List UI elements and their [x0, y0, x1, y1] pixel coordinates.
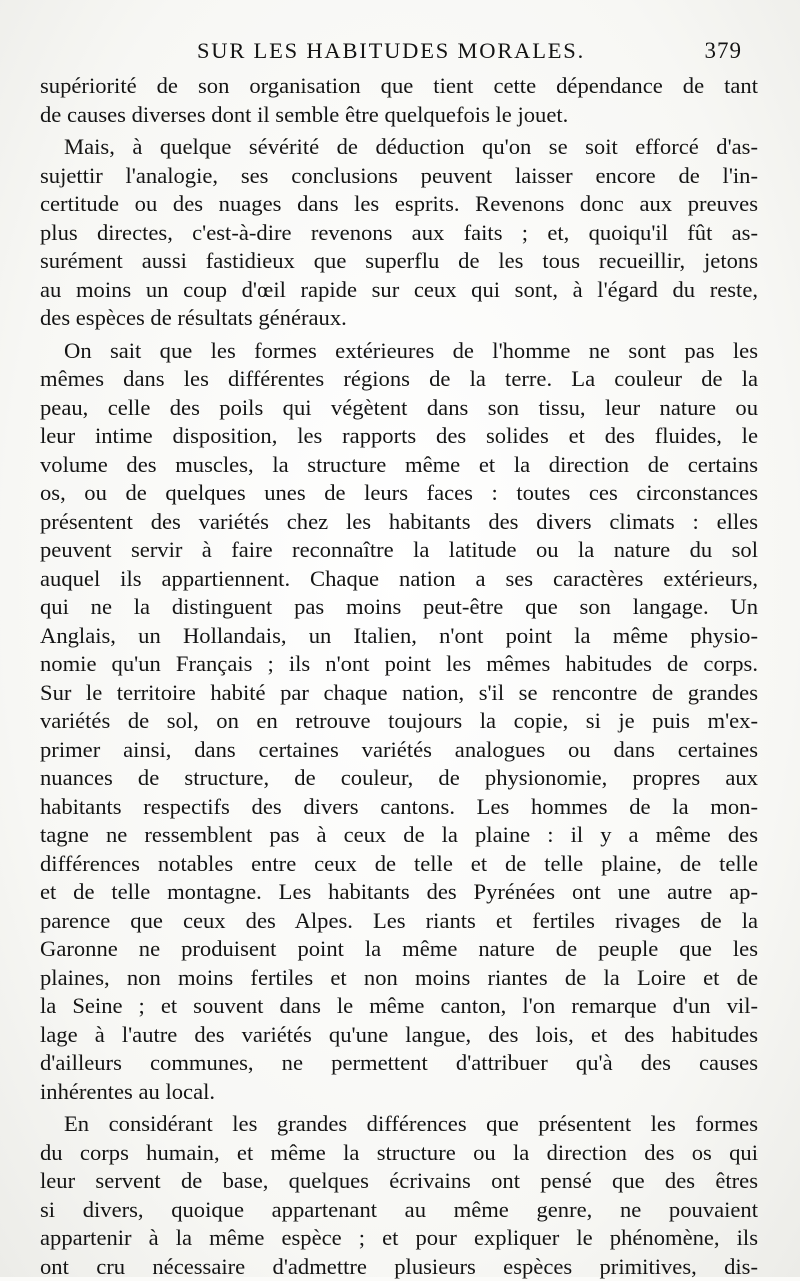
text-line: Anglais, un Hollandais, un Italien, n'ont point la même physio-	[40, 622, 758, 651]
text-line: plus directes, c'est-à-dire revenons aux faits ; et, quoiqu'il fût as-	[40, 219, 758, 248]
text-line: leur servent de base, quelques écrivains ont pensé que des êtres	[40, 1167, 758, 1196]
page-number: 379	[705, 36, 743, 66]
text-line: Garonne ne produisent point la même nature de peuple que les	[40, 935, 758, 964]
text-line: habitants respectifs des divers cantons. Les hommes de la mon-	[40, 793, 758, 822]
text-line: plaines, non moins fertiles et non moins riantes de la Loire et de	[40, 964, 758, 993]
text-line: supériorité de son organisation que tient cette dépendance de tant	[40, 72, 758, 101]
text-line: volume des muscles, la structure même et la direction de certains	[40, 451, 758, 480]
text-line: Mais, à quelque sévérité de déduction qu'on se soit efforcé d'as-	[40, 133, 758, 162]
running-title: SUR LES HABITUDES MORALES.	[40, 36, 742, 66]
paragraph-species	[40, 1110, 758, 1281]
text-line: ont cru nécessaire d'admettre plusieurs espèces primitives, dis-	[40, 1253, 758, 1281]
text-line: peau, celle des poils qui végètent dans son tissu, leur nature ou	[40, 394, 758, 423]
text-line: la Seine ; et souvent dans le même canton, l'on remarque d'un vil-	[40, 992, 758, 1021]
text-line: os, ou de quelques unes de leurs faces : toutes ces circonstances	[40, 479, 758, 508]
text-line: tagne ne ressemblent pas à ceux de la plaine : il y a même des	[40, 821, 758, 850]
running-head	[40, 36, 742, 66]
text-line: nomie qu'un Français ; ils n'ont point les mêmes habitudes de corps.	[40, 650, 758, 679]
text-line: certitude ou des nuages dans les esprits. Revenons donc aux preuves	[40, 190, 758, 219]
text-line: leur intime disposition, les rapports des solides et des fluides, le	[40, 422, 758, 451]
text-line: En considérant les grandes différences que présentent les formes	[40, 1110, 758, 1139]
text-line: présentent des variétés chez les habitants des divers climats : elles	[40, 508, 758, 537]
text-line: appartenir à la même espèce ; et pour expliquer le phénomène, ils	[40, 1224, 758, 1253]
text-line: qui ne la distinguent pas moins peut-être que son langage. Un	[40, 593, 758, 622]
text-line: Sur le territoire habité par chaque nation, s'il se rencontre de grandes	[40, 679, 758, 708]
text-line: auquel ils appartiennent. Chaque nation a ses caractères extérieurs,	[40, 565, 758, 594]
paragraph-analogy	[40, 133, 758, 333]
text-line: si divers, quoique appartenant au même genre, ne pouvaient	[40, 1196, 758, 1225]
text-line: primer ainsi, dans certaines variétés analogues ou dans certaines	[40, 736, 758, 765]
text-line: nuances de structure, de couleur, de physionomie, propres aux	[40, 764, 758, 793]
text-line: au moins un coup d'œil rapide sur ceux qui sont, à l'égard du reste,	[40, 276, 758, 305]
text-line: de causes diverses dont il semble être quelquefois le jouet.	[40, 101, 758, 130]
paragraph-continuation	[40, 72, 758, 129]
text-line: On sait que les formes extérieures de l'homme ne sont pas les	[40, 337, 758, 366]
text-line: sujettir l'analogie, ses conclusions peuvent laisser encore de l'in-	[40, 162, 758, 191]
text-line: du corps humain, et même la structure ou la direction des os qui	[40, 1139, 758, 1168]
text-line: parence que ceux des Alpes. Les riants et fertiles rivages de la	[40, 907, 758, 936]
text-line: inhérentes au local.	[40, 1078, 758, 1107]
paragraph-external-forms	[40, 337, 758, 1107]
text-line: et de telle montagne. Les habitants des Pyrénées ont une autre ap-	[40, 878, 758, 907]
text-line: mêmes dans les différentes régions de la terre. La couleur de la	[40, 365, 758, 394]
text-line: différences notables entre ceux de telle et de telle plaine, de telle	[40, 850, 758, 879]
text-line: d'ailleurs communes, ne permettent d'attribuer qu'à des causes	[40, 1049, 758, 1078]
text-line: peuvent servir à faire reconnaître la latitude ou la nature du sol	[40, 536, 758, 565]
text-line: variétés de sol, on en retrouve toujours la copie, si je puis m'ex-	[40, 707, 758, 736]
body-text	[40, 72, 758, 1281]
text-line: surément aussi fastidieux que superflu de les tous recueillir, jetons	[40, 247, 758, 276]
text-line: des espèces de résultats généraux.	[40, 304, 758, 333]
text-line: lage à l'autre des variétés qu'une langue, des lois, et des habitudes	[40, 1021, 758, 1050]
